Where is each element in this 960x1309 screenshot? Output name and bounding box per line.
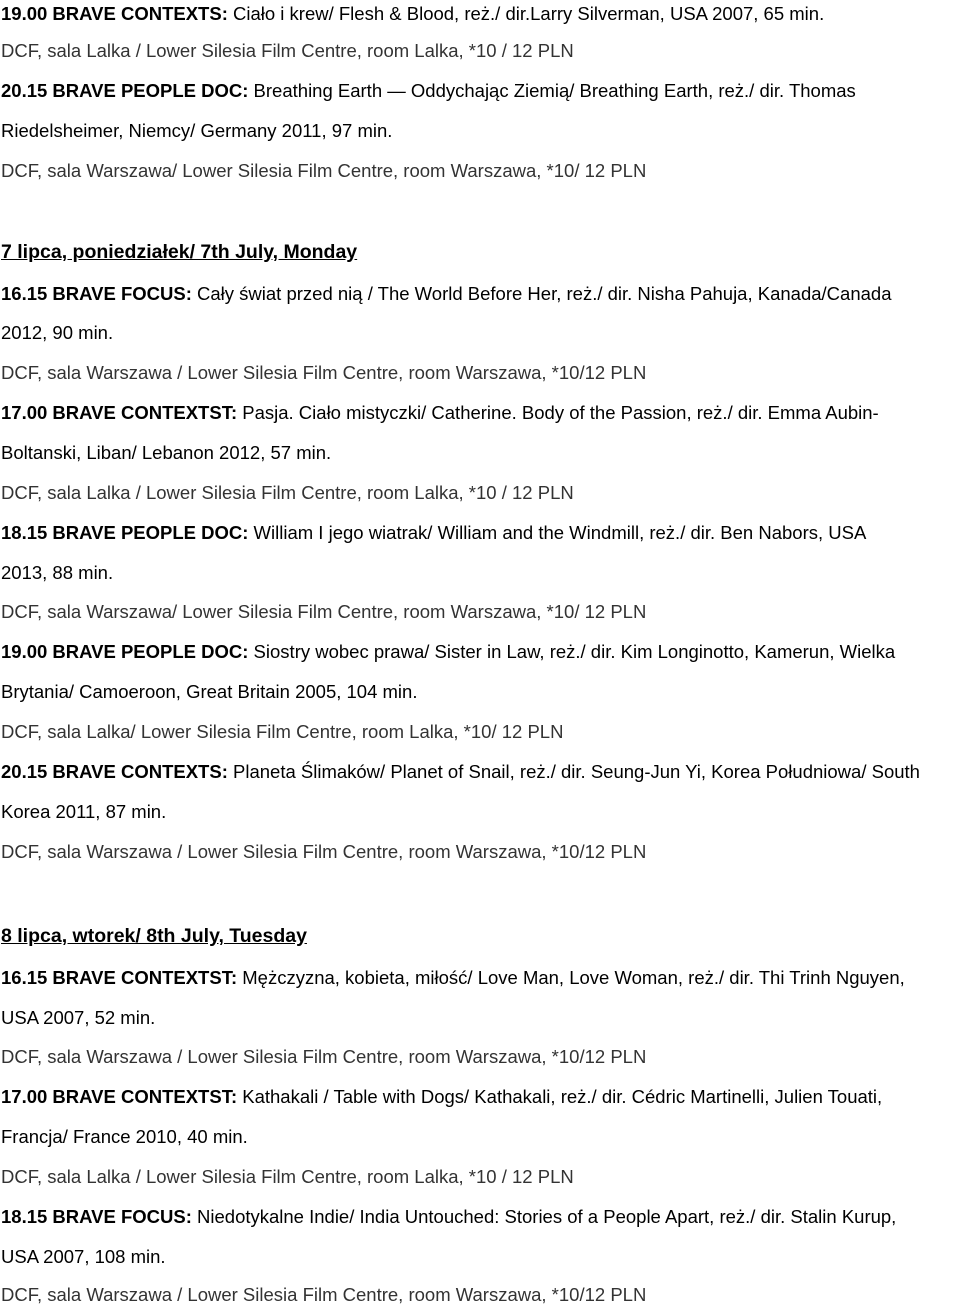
screening-time-title: 17.00 BRAVE CONTEXTST:	[1, 402, 238, 423]
screening-time-title: 18.15 BRAVE FOCUS:	[1, 1206, 192, 1227]
venue-line: DCF, sala Warszawa / Lower Silesia Film Centre, room Warszawa, *10/12 PLN	[1, 1284, 647, 1305]
screening-details: Pasja. Ciało mistyczki/ Catherine. Body of the Passion, reż./ dir. Emma Aubin-	[237, 402, 879, 423]
day-heading: 8 lipca, wtorek/ 8th July, Tuesday	[1, 925, 307, 947]
venue-line: DCF, sala Lalka / Lower Silesia Film Centre, room Lalka, *10 / 12 PLN	[1, 482, 574, 503]
screening-continuation: Brytania/ Camoeroon, Great Britain 2005, 104 min.	[1, 681, 418, 702]
schedule-line	[1, 966, 905, 990]
schedule-line	[1, 1085, 882, 1109]
screening-time-title: 16.15 BRAVE CONTEXTST:	[1, 967, 238, 988]
screening-details: Planeta Ślimaków/ Planet of Snail, reż./ dir. Seung-Jun Yi, Korea Południowa/ South	[227, 761, 920, 782]
screening-continuation: Korea 2011, 87 min.	[1, 801, 167, 822]
venue-line: DCF, sala Warszawa/ Lower Silesia Film Centre, room Warszawa, *10/ 12 PLN	[1, 160, 647, 181]
schedule-line	[1, 282, 891, 306]
screening-continuation: USA 2007, 52 min.	[1, 1007, 156, 1028]
screening-time-title: 19.00 BRAVE CONTEXTS:	[1, 3, 228, 24]
screening-continuation: 2012, 90 min.	[1, 322, 114, 343]
screening-details: Cały świat przed nią / The World Before Her, reż./ dir. Nisha Pahuja, Kanada/Canada	[191, 283, 892, 304]
schedule-line	[1, 401, 879, 425]
screening-time-title: 16.15 BRAVE FOCUS:	[1, 283, 192, 304]
schedule-line	[1, 1205, 896, 1229]
venue-line: DCF, sala Lalka / Lower Silesia Film Centre, room Lalka, *10 / 12 PLN	[1, 1166, 574, 1187]
screening-time-title: 19.00 BRAVE PEOPLE DOC:	[1, 641, 249, 662]
screening-details: Kathakali / Table with Dogs/ Kathakali, reż./ dir. Cédric Martinelli, Julien Touati,	[237, 1086, 883, 1107]
screening-continuation: Riedelsheimer, Niemcy/ Germany 2011, 97 min.	[1, 120, 393, 141]
venue-line: DCF, sala Warszawa/ Lower Silesia Film Centre, room Warszawa, *10/ 12 PLN	[1, 601, 647, 622]
screening-continuation: 2013, 88 min.	[1, 562, 114, 583]
screening-time-title: 20.15 BRAVE PEOPLE DOC:	[1, 80, 249, 101]
screening-details: Niedotykalne Indie/ India Untouched: Stories of a People Apart, reż./ dir. Stalin Kurup,	[191, 1206, 897, 1227]
screening-continuation: USA 2007, 108 min.	[1, 1246, 166, 1267]
screening-time-title: 17.00 BRAVE CONTEXTST:	[1, 1086, 238, 1107]
screening-details: Mężczyzna, kobieta, miłość/ Love Man, Love Woman, reż./ dir. Thi Trinh Nguyen,	[237, 967, 905, 988]
screening-details: Siostry wobec prawa/ Sister in Law, reż./ dir. Kim Longinotto, Kamerun, Wielka	[248, 641, 896, 662]
venue-line: DCF, sala Warszawa / Lower Silesia Film Centre, room Warszawa, *10/12 PLN	[1, 1046, 647, 1067]
screening-time-title: 18.15 BRAVE PEOPLE DOC:	[1, 522, 249, 543]
schedule-line	[1, 2, 824, 26]
screening-details: Breathing Earth — Oddychając Ziemią/ Breathing Earth, reż./ dir. Thomas	[248, 80, 856, 101]
screening-details: Ciało i krew/ Flesh & Blood, reż./ dir.Larry Silverman, USA 2007, 65 min.	[227, 3, 825, 24]
venue-line: DCF, sala Lalka/ Lower Silesia Film Centre, room Lalka, *10/ 12 PLN	[1, 721, 564, 742]
venue-line: DCF, sala Lalka / Lower Silesia Film Centre, room Lalka, *10 / 12 PLN	[1, 40, 574, 61]
venue-line: DCF, sala Warszawa / Lower Silesia Film Centre, room Warszawa, *10/12 PLN	[1, 841, 647, 862]
screening-details: William I jego wiatrak/ William and the Windmill, reż./ dir. Ben Nabors, USA	[248, 522, 867, 543]
screening-time-title: 20.15 BRAVE CONTEXTS:	[1, 761, 228, 782]
screening-continuation: Francja/ France 2010, 40 min.	[1, 1126, 248, 1147]
schedule-line	[1, 760, 920, 784]
day-heading: 7 lipca, poniedziałek/ 7th July, Monday	[1, 241, 358, 263]
venue-line: DCF, sala Warszawa / Lower Silesia Film Centre, room Warszawa, *10/12 PLN	[1, 362, 647, 383]
schedule-line	[1, 640, 895, 664]
schedule-line	[1, 79, 856, 103]
screening-continuation: Boltanski, Liban/ Lebanon 2012, 57 min.	[1, 442, 332, 463]
schedule-line	[1, 521, 866, 545]
